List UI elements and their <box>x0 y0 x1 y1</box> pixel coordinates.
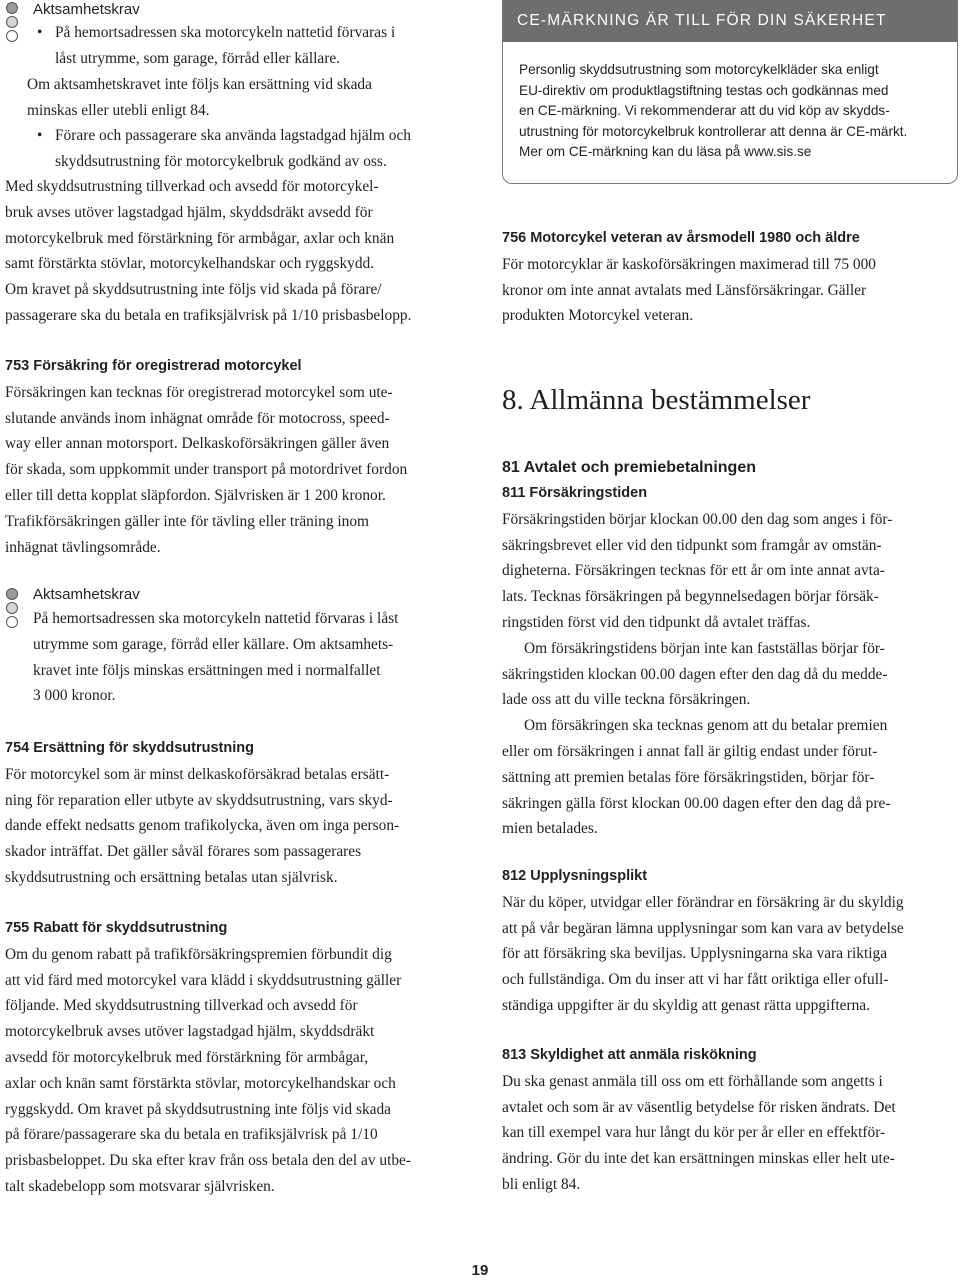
bullet-item: • På hemortsadressen ska motorcykeln nattetid förvaras i låst utrymme, som garage, förråd eller källare. <box>33 20 493 71</box>
section-paragraph-1: Försäkringstiden börjar klockan 00.00 den dag som anges i för- säkringsbrevet eller vid den tidpunkt som framgår av omstän- digheterna. Försäkringen tecknas för ett år om inte annat avta- lats. Tecknas försäkringen på begynnelsedagen börjar försäk- ringstiden först vid den tidpunkt då avtalet träffas. <box>502 510 893 631</box>
awareness-body: På hemortsadressen ska motorcykeln nattetid förvaras i låst utrymme som garage, förråd eller källare. Om aktsamhets- kravet inte följs minskas ersättningen med i normalfallet 3 000 kronor. <box>33 610 399 705</box>
protective-gear-paragraph: Med skyddsutrustning tillverkad och avsedd för motorcykel- bruk avses utöver lagstadgad hjälm, skyddsdräkt avsedd för motorcykelbruk med förstärkning för armbågar, axlar och knän samt förstärkta stövlar, motorcykelhandskar och ryggskydd. Om kravet på skyddsutrustning inte följs vid skada på förare/ passagerare ska du betala en trafiksjälvrisk på 1/10 prisbasbelopp. <box>5 178 412 324</box>
section-811 <box>502 481 960 842</box>
ce-box-header: CE-MÄRKNING ÄR TILL FÖR DIN SÄKERHET <box>503 0 957 42</box>
section-body: Du ska genast anmäla till oss om ett förhållande som angetts i avtalet och som är av väsentlig betydelse för risken ändrats. Det kan till exempel vara hur långt du kör per år eller en effektför- ändring. Gör du inte det kan ersättningen minskas eller helt ute- bli enligt 84. <box>502 1072 896 1193</box>
page-number: 19 <box>471 1262 489 1279</box>
section-754 <box>5 736 467 891</box>
awareness-paragraph: Om aktsamhetskravet inte följs kan ersättning vid skada minskas eller utebli enligt 84. <box>27 76 372 119</box>
subsection-heading-81: 81 Avtalet och premiebetalningen <box>502 459 756 476</box>
bullet-icon: • <box>37 24 43 41</box>
section-paragraph-3: Om försäkringen ska tecknas genom att du betalar premien eller om försäkringen i annat fall är giltig endast under förut- sättning att premien betalas före försäkringstiden, börjar för- säkringen gälla först klockan 00.00 dagen efter den dag då pre- mien betalades. <box>502 717 891 838</box>
section-753 <box>5 354 467 560</box>
section-heading: 811 Försäkringstiden <box>502 485 648 501</box>
section-813 <box>502 1043 960 1198</box>
awareness-block-1 <box>5 0 493 71</box>
section-heading: 813 Skyldighet att anmäla riskökning <box>502 1047 757 1063</box>
ce-box-body: Personlig skyddsutrustning som motorcykelkläder ska enligt EU-direktiv om produktlagstiftning testas och godkännas med en CE-märkning. Vi rekommenderar att du vid köp av skydds- utrustning för motorcykelbruk kontrollerar att denna är CE-märkt. Mer om CE-märkning kan du läsa på www.sis.se <box>519 62 908 160</box>
section-body: När du köper, utvidgar eller förändrar en försäkring är du skyldig att på vår begäran lämna upplysningar som kan vara av betydelse för att försäkring ska beviljas. Upplysningarna ska vara riktiga och fullständiga. Om du inser att vi har fått oriktiga eller ofull- ständiga uppgifter är du skyldig att genast rätta uppgifterna. <box>502 893 904 1014</box>
chapter-title: 8. Allmänna bestämmelser <box>502 384 811 416</box>
section-body: Om du genom rabatt på trafikförsäkringspremien förbundit dig att vid färd med motorcykel vara klädd i skyddsutrustning gäller följande. Med skyddsutrustning tillverkad och avsedd för motorcykelbruk avses utöver lagstadgad hjälm, skyddsdräkt avsedd för motorcykelbruk med förstärkning för armbågar, axlar och knän samt förstärkta stövlar, motorcykelhandskar och ryggskydd. Om kravet på skyddsutrustning inte följs vid skada på förare/passagerare ska du betala en trafiksjälvrisk på 1/10 prisbasbeloppet. Du ska efter krav från oss betala den del av utbe- talt skadebelopp som motsvarar självrisken. <box>5 945 411 1195</box>
section-heading: 756 Motorcykel veteran av årsmodell 1980 och äldre <box>502 230 860 246</box>
section-body: För motorcykel som är minst delkaskoförsäkrad betalas ersätt- ning för reparation eller utbyte av skyddsutrustning, vars skyd- dande effekt nedsatts genom trafikolycka, även om inga person- skador inträffat. Det gäller såväl förares som passagerares skyddsutrustning och ersättning betalas utan självrisk. <box>5 765 400 886</box>
awareness-block-2 <box>5 584 495 709</box>
section-heading: 754 Ersättning för skyddsutrustning <box>5 740 254 756</box>
traffic-light-icon <box>5 588 22 630</box>
awareness-heading: Aktsamhetskrav <box>33 586 140 603</box>
bullet-icon: • <box>37 127 43 144</box>
section-heading: 755 Rabatt för skyddsutrustning <box>5 920 228 936</box>
section-body: För motorcyklar är kaskoförsäkringen maximerad till 75 000 kronor om inte annat avtalats med Länsförsäkringar. Gäller produkten Motorcykel veteran. <box>502 255 876 325</box>
section-755 <box>5 916 467 1200</box>
section-812 <box>502 864 960 1019</box>
bullet-item: • Förare och passagerare ska använda lagstadgad hjälm och skyddsutrustning för motorcykelbruk godkänd av oss. <box>33 123 495 174</box>
awareness-heading: Aktsamhetskrav <box>33 1 140 18</box>
section-756 <box>502 226 960 329</box>
section-paragraph-2: Om försäkringstidens början inte kan fastställas börjar för- säkringstiden klockan 00.00 dagen efter den dag då du medde- lade oss att du ville teckna försäkringen. <box>502 639 888 709</box>
ce-marking-infobox <box>502 0 958 184</box>
section-heading: 812 Upplysningsplikt <box>502 868 648 884</box>
traffic-light-icon <box>5 2 22 44</box>
section-body: Försäkringen kan tecknas för oregistrerad motorcykel som ute- slutande används inom inhägnat område för motocross, speed- way eller annan motorsport. Delkaskoförsäkringen gäller även för skada, som uppkommit under transport på motordrivet fordon eller till detta kopplat släpfordon. Självrisken är 1 200 kronor. Trafikförsäkringen gäller inte för tävling eller träning inom inhägnat tävlingsområde. <box>5 383 408 556</box>
section-heading: 753 Försäkring för oregistrerad motorcykel <box>5 358 302 374</box>
